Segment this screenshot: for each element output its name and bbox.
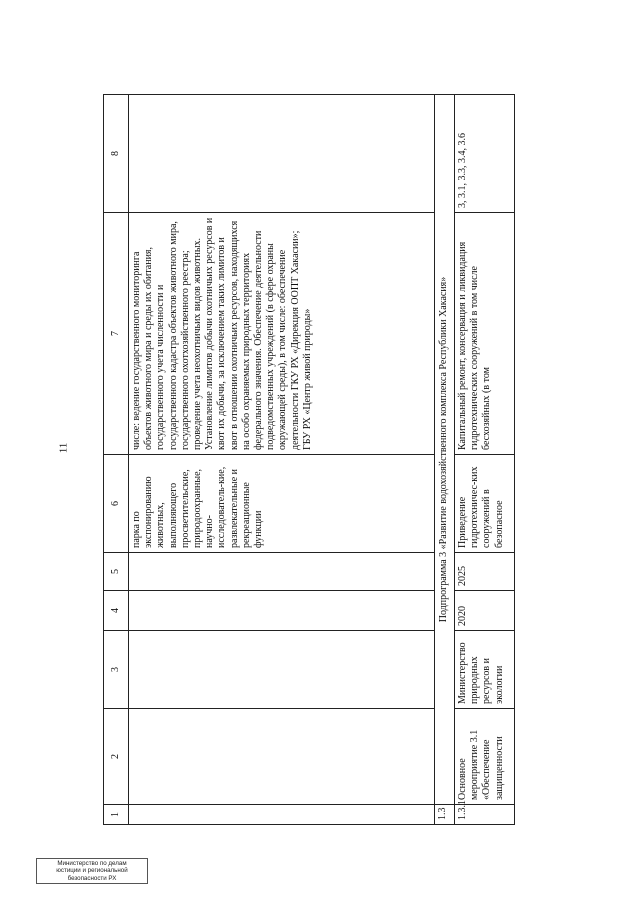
row-number: 1.3.1 — [455, 805, 515, 825]
col-header-3: 3 — [104, 631, 129, 709]
indicators-cell: 3, 3.1, 3.3, 3.4, 3.6 — [455, 95, 515, 213]
description-cell: Капитальный ремонт, консервация и ликвидация гидротехнических сооружений в том числе бесхозяйных (в том — [455, 213, 515, 455]
section-title: Подпрограмма 3 «Развитие водохозяйственного комплекса Республики Хакасия» — [435, 95, 455, 805]
header-row — [104, 95, 129, 825]
ministry-stamp: Министерство по делам юстиции и региональной безопасности РХ — [36, 858, 148, 884]
col-header-2: 2 — [104, 709, 129, 805]
col-header-7: 7 — [104, 213, 129, 455]
col-header-1: 1 — [104, 805, 129, 825]
measure-cell: Основное мероприятие 3.1 «Обеспечение защищенности — [455, 709, 515, 805]
section-number: 1.3 — [435, 805, 455, 825]
page-number: 11 — [57, 442, 70, 454]
col-header-6: 6 — [104, 455, 129, 553]
table-row — [129, 95, 435, 825]
result-cell: Приведение гидротехничес-ких сооружений в безопасное — [455, 455, 515, 553]
col-header-5: 5 — [104, 553, 129, 591]
rotated-table-wrapper — [103, 95, 520, 825]
program-table — [103, 94, 515, 825]
result-cell: парка по экспонированию животных, выполняющего просветительские, природоохранные, научно-исследователь-кие, развлекательные и рекреационные функции — [129, 455, 435, 553]
description-cell: числе: ведение государственного мониторинга объектов животного мира и среды их обитания, государственного учета численности и государственного кадастра объектов животного мира, государственного охотхозяйственного реестра; проведение учета неохотничьих видов животных. Установление лимитов добычи охотничьих ресурсов и квот их добычи, за исключением таких лимитов и квот в отношении охотничьих ресурсов, находящихся на особо охраняемых природных территориях федерального значения. Обеспечение деятельности подведомственных учреждений (в сфере охраны окружающей среды), в том числе: обеспечение деятельности ГКУ РХ «Дирекция ООПТ Хакасии»; ГБУ РХ «Центр живой природы» — [129, 213, 435, 455]
section-row — [435, 95, 455, 825]
col-header-8: 8 — [104, 95, 129, 213]
col-header-4: 4 — [104, 591, 129, 631]
end-year: 2025 — [455, 553, 515, 591]
table-row — [455, 95, 515, 825]
start-year: 2020 — [455, 591, 515, 631]
executor-cell: Министерство природных ресурсов и экологии — [455, 631, 515, 709]
